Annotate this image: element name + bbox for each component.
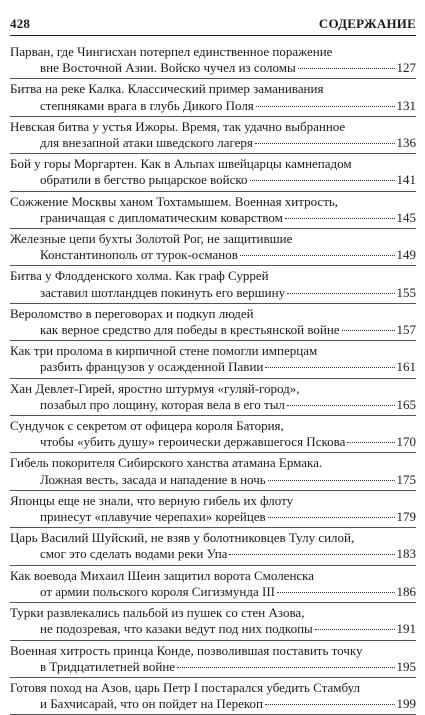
toc-entry-line <box>10 359 416 375</box>
toc-entry-text: смог это сделать водами реки Упа <box>40 546 228 562</box>
toc-entry-line <box>10 119 416 135</box>
toc-entry-text: Готовя поход на Азов, царь Петр I постарался убедить Стамбул <box>10 679 361 695</box>
dot-leader <box>256 106 395 107</box>
toc-entry-text: Константинополь от турок-османов <box>40 247 238 263</box>
toc-entry <box>10 528 416 565</box>
toc-page-number: 127 <box>396 60 416 76</box>
toc-entry-text: обратили в бегство рыцарское войско <box>40 172 248 188</box>
toc-entry <box>10 416 416 453</box>
dot-leader <box>268 480 395 481</box>
toc-entry <box>10 603 416 640</box>
toc-entry-text: для внезапной атаки шведского лагеря <box>40 135 253 151</box>
toc-page-number: 179 <box>396 509 416 525</box>
toc-entry-text: от армии польского короля Сигизмунда III <box>40 583 275 599</box>
toc-entry <box>10 641 416 678</box>
toc-entry-text: не подозревая, что казаки ведут под них подкопы <box>40 621 313 637</box>
dot-leader <box>229 554 394 555</box>
toc-entry-line <box>10 247 416 263</box>
header-rule <box>10 35 416 36</box>
toc-entry-line <box>10 306 416 322</box>
toc-entry-line <box>10 231 416 247</box>
toc-entry-text: заставил шотландцев покинуть его вершину <box>40 284 286 300</box>
dot-leader <box>250 180 395 181</box>
toc-entry-line <box>10 381 416 397</box>
toc-page-number: 170 <box>396 434 416 450</box>
dot-leader <box>287 293 394 294</box>
toc-entry-line <box>10 643 416 659</box>
toc-entry-line <box>10 343 416 359</box>
toc-entry <box>10 341 416 378</box>
toc-entry <box>10 229 416 266</box>
toc-entry-line <box>10 568 416 584</box>
toc-entry-line <box>10 659 416 675</box>
toc-entry-line <box>10 322 416 338</box>
toc-entry-line <box>10 60 416 76</box>
toc-entry <box>10 192 416 229</box>
toc-entry <box>10 117 416 154</box>
toc-entry-text: Бой у горы Моргартен. Как в Альпах швейцарцы камнепадом <box>10 156 352 172</box>
dot-leader <box>287 405 395 406</box>
dot-leader <box>255 143 395 144</box>
toc-page-number: 131 <box>396 97 416 113</box>
dot-leader <box>315 629 395 630</box>
toc-entry-text: Турки развлекались пальбой из пушек со стен Азова, <box>10 605 305 621</box>
toc-entry <box>10 453 416 490</box>
toc-entry-text: принесут «плавучие черепахи» корейцев <box>40 509 266 525</box>
toc-entry <box>10 42 416 79</box>
toc-entry-text: Битва у Флодденского холма. Как граф Суррей <box>10 268 269 284</box>
toc-entry-line <box>10 135 416 151</box>
toc-entry-line <box>10 530 416 546</box>
dot-leader <box>268 517 395 518</box>
dot-leader <box>240 255 395 256</box>
toc-entry-text: Военная хитрость принца Конде, позволившая поставить точку <box>10 642 363 658</box>
toc-page-number: 161 <box>396 359 416 375</box>
toc-entry-line <box>10 680 416 696</box>
dot-leader <box>285 218 395 219</box>
toc-entry-text: Гибель покорителя Сибирского ханства атамана Ермака. <box>10 455 323 471</box>
page-number: 428 <box>10 16 31 31</box>
toc-entry-text: Железные цепи бухты Золотой Рог, не защитившие <box>10 231 293 247</box>
toc-entry <box>10 304 416 341</box>
toc-entry-text: Невская битва у устья Ижоры. Время, так удачно выбранное <box>10 118 346 134</box>
toc-entry-text: Сундучок с секретом от офицера короля Батория, <box>10 418 284 434</box>
toc-entry-text: Царь Василий Шуйский, не взяв у болотниковцев Тулу силой, <box>10 530 355 546</box>
toc-entry-text: разбить французов у осажденной Павии <box>40 359 264 375</box>
toc-entry-line <box>10 472 416 488</box>
toc-page-number: 175 <box>396 471 416 487</box>
toc-entry-line <box>10 172 416 188</box>
toc-entry <box>10 266 416 303</box>
dot-leader <box>177 667 394 668</box>
toc-entry-line <box>10 268 416 284</box>
toc-entry-line <box>10 81 416 97</box>
toc-page-number: 141 <box>396 172 416 188</box>
toc-entry-text: и Бахчисарай, что он пойдет на Перекоп <box>40 696 263 712</box>
toc-entry-line <box>10 584 416 600</box>
toc-entry-line <box>10 509 416 525</box>
toc-entry-text: вне Восточной Азии. Войско чучел из соломы <box>40 60 296 76</box>
toc-page-number: 195 <box>396 658 416 674</box>
toc-entry-line <box>10 98 416 114</box>
toc-entry <box>10 379 416 416</box>
dot-leader <box>265 367 394 368</box>
toc-page-number: 149 <box>396 247 416 263</box>
dot-leader <box>265 704 395 705</box>
toc-entry-text: Как три пролома в кирпичной стене помогли имперцам <box>10 343 318 359</box>
toc-entry-line <box>10 285 416 301</box>
toc-entry-line <box>10 156 416 172</box>
toc-entry-text: Хан Девлет-Гирей, яростно штурмуя «гуляй-город», <box>10 380 300 396</box>
toc-entry-line <box>10 210 416 226</box>
dot-leader <box>277 592 395 593</box>
toc-entry-text: Парван, где Чингисхан потерпел единственное поражение <box>10 44 333 59</box>
toc-page-number: 157 <box>396 322 416 338</box>
toc-entry-text: степняками врага в глубь Дикого Поля <box>40 97 254 113</box>
toc-entry-line <box>10 44 416 60</box>
toc-entry <box>10 79 416 116</box>
dot-leader <box>347 442 394 443</box>
dot-leader <box>342 330 395 331</box>
toc-page-number: 199 <box>396 696 416 712</box>
toc-entry-text: Как воевода Михаил Шеин защитил ворота Смоленска <box>10 567 315 583</box>
toc-entry-text: в Тридцатилетней войне <box>40 658 176 674</box>
toc-entry-line <box>10 621 416 637</box>
toc-list <box>10 42 416 715</box>
toc-page-number: 186 <box>396 583 416 599</box>
toc-page-number: 183 <box>396 546 416 562</box>
toc-entry <box>10 491 416 528</box>
toc-page-number: 191 <box>396 621 416 637</box>
toc-entry-line <box>10 418 416 434</box>
toc-entry-text: как верное средство для победы в крестьянской войне <box>40 322 340 338</box>
toc-entry-text: Вероломство в переговорах и подкуп людей <box>10 305 254 321</box>
toc-entry-text: Японцы еще не знали, что верную гибель их флоту <box>10 492 294 508</box>
toc-entry-line <box>10 493 416 509</box>
toc-entry-text: Ложная весть, засада и нападение в ночь <box>40 471 266 487</box>
toc-entry-text: чтобы «убить душу» героически державшегося Пскова <box>40 434 346 450</box>
toc-entry <box>10 154 416 191</box>
toc-entry-text: Сожжение Москвы ханом Тохтамышем. Военная хитрость, <box>10 193 339 209</box>
toc-entry-line <box>10 397 416 413</box>
toc-entry-line <box>10 455 416 471</box>
toc-page-number: 136 <box>396 135 416 151</box>
toc-page-number: 165 <box>396 396 416 412</box>
toc-entry-text: Битва на реке Калка. Классический пример заманивания <box>10 81 324 97</box>
toc-entry <box>10 566 416 603</box>
dot-leader <box>298 68 395 69</box>
toc-page-number: 155 <box>396 284 416 300</box>
toc-entry-line <box>10 605 416 621</box>
toc-entry-text: граничащая с дипломатическим коварством <box>40 209 283 225</box>
toc-page-number: 145 <box>396 209 416 225</box>
section-title: СОДЕРЖАНИЕ <box>318 16 416 31</box>
toc-entry <box>10 678 416 715</box>
toc-entry-line <box>10 194 416 210</box>
toc-entry-line <box>10 696 416 712</box>
toc-entry-line <box>10 434 416 450</box>
page-header <box>10 16 416 32</box>
toc-entry-text: позабыл про лощину, которая вела в его тыл <box>40 396 285 412</box>
toc-entry-line <box>10 546 416 562</box>
